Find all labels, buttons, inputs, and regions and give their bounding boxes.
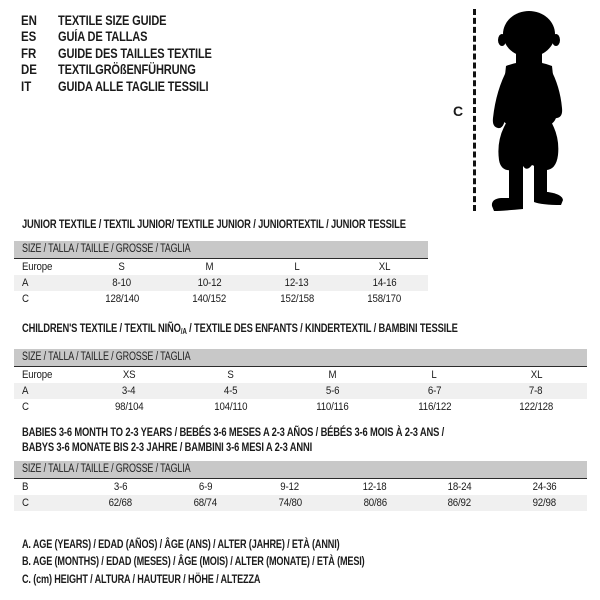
size-table [14, 241, 428, 307]
language-title: GUIDA ALLE TAGLIE TESSILI [58, 78, 209, 94]
table-cell-text: L [431, 368, 437, 381]
size-header-text: SIZE / TALLA / TAILLE / GRÖSSE / TAGLIA [22, 350, 191, 363]
table-cell-text: 14-16 [372, 276, 397, 289]
row-label-text: A [22, 276, 29, 289]
table-cell [417, 479, 502, 495]
legend-line-text: B. AGE (MONTHS) / EDAD (MESES) / ÂGE (MOIS) / ALTER (MONATE) / ETÀ (MESI) [22, 554, 365, 569]
table-cell-text: 10-12 [197, 276, 222, 289]
table-cell-text: 92/98 [532, 497, 557, 509]
row-label-text: C [22, 497, 29, 509]
table-title [22, 321, 587, 340]
table-cell [248, 479, 333, 495]
table-cell-text: XL [530, 368, 542, 381]
table-cell [485, 367, 587, 383]
measure-legend [22, 536, 473, 588]
table-cell [78, 495, 163, 511]
table-cell [180, 399, 282, 415]
children-textile-section [14, 321, 587, 415]
table-cell-text: 7-8 [529, 384, 543, 397]
table-cell-text: 5-6 [325, 384, 340, 397]
table-title-segment: BABIES 3-6 MONTH TO 2-3 YEARS / BEBÉS 3-6 MESES A 2-3 AÑOS / BÉBÉS 3-6 MOIS À 2-3 ANS / [22, 425, 445, 439]
size-header-text: SIZE / TALLA / TAILLE / GRÖSSE / TAGLIA [22, 242, 191, 255]
table-cell [180, 383, 282, 399]
table-title-subscript: /A [180, 327, 187, 336]
table-cell-text: 128/140 [104, 292, 139, 305]
table-title-text [22, 425, 444, 440]
legend-line [22, 536, 473, 553]
table-row [14, 275, 428, 291]
table-cell [282, 399, 384, 415]
table-cell [282, 383, 384, 399]
table-cell-text: XL [378, 260, 390, 273]
language-title: GUIDE DES TAILLES TEXTILE [58, 45, 212, 61]
table-cell-text: 98/104 [114, 400, 144, 413]
language-row [21, 79, 246, 95]
table-cell-text: 3-4 [122, 384, 136, 397]
table-cell [78, 367, 180, 383]
table-cell-text: 9-12 [280, 481, 300, 493]
table-cell [332, 495, 417, 511]
language-code: DE [21, 62, 37, 78]
size-table [14, 461, 587, 511]
size-table [14, 349, 587, 415]
table-title [22, 440, 587, 455]
row-label-text: Europe [22, 368, 53, 381]
table-cell [78, 275, 166, 291]
table-title-segment: JUNIOR TEXTILE / TEXTIL JUNIOR/ TEXTILE JUNIOR / JUNIORTEXTIL / JUNIOR TESSILE [22, 217, 406, 231]
legend-line-text: C. (cm) HEIGHT / ALTURA / HAUTEUR / HÖHE / ALTEZZA [22, 571, 261, 586]
language-code: FR [21, 45, 37, 61]
language-code: EN [21, 13, 37, 28]
row-label-text: C [22, 292, 29, 305]
table-cell-text: 86/92 [448, 497, 472, 509]
table-cell-text: 122/128 [519, 400, 553, 413]
table-cell [163, 479, 248, 495]
size-header-bar [14, 461, 587, 479]
table-cell-text: 110/116 [316, 400, 349, 413]
table-cell-text: 6-9 [198, 481, 212, 493]
row-label [14, 367, 78, 383]
table-cell [163, 495, 248, 511]
row-label [14, 399, 78, 415]
table-cell-text: 12-18 [362, 481, 387, 493]
table-cell [383, 383, 485, 399]
table-cell-text: 104/110 [214, 400, 248, 413]
table-title-segment: / TEXTILE DES ENFANTS / KINDERTEXTIL / BAMBINI TESSILE [186, 321, 458, 335]
row-label-text: Europe [22, 260, 53, 273]
table-cell-text: 24-36 [532, 481, 557, 493]
junior-textile-section [14, 217, 428, 307]
table-cell [78, 291, 166, 307]
table-row [14, 479, 587, 495]
size-header-bar [14, 349, 587, 367]
table-cell [282, 367, 384, 383]
table-row [14, 383, 587, 399]
table-row [14, 291, 428, 307]
row-label [14, 291, 78, 307]
row-label-text: B [22, 481, 29, 493]
table-cell [341, 291, 429, 307]
language-title: GUÍA DE TALLAS [58, 29, 148, 45]
legend-line [22, 571, 473, 588]
table-cell [166, 291, 254, 307]
table-cell-text: 6-7 [427, 384, 442, 397]
table-cell [502, 479, 587, 495]
table-cell-text: 4-5 [223, 384, 238, 397]
table-cell [383, 367, 485, 383]
legend-line-text: A. AGE (YEARS) / EDAD (AÑOS) / ÂGE (ANS) / ALTER (JAHRE) / ETÀ (ANNI) [22, 537, 340, 551]
table-title-text [22, 217, 406, 232]
size-header-bar [14, 241, 428, 259]
table-row [14, 367, 587, 383]
table-row [14, 495, 587, 511]
table-cell-text: 158/170 [367, 292, 402, 305]
row-label [14, 259, 78, 275]
table-cell [253, 259, 341, 275]
table-cell-text: 152/158 [279, 292, 314, 305]
table-title-segment: BABYS 3-6 MONATE BIS 2-3 JAHRE / BAMBINI 3-6 MESI A 2-3 ANNI [22, 439, 313, 454]
table-cell [166, 259, 254, 275]
height-measure-dashed-line [473, 9, 476, 211]
height-measure-label: C [453, 103, 464, 119]
language-code: IT [21, 78, 32, 94]
table-row [14, 399, 587, 415]
table-cell [78, 399, 180, 415]
table-cell-text: M [328, 368, 337, 381]
table-cell-text: 18-24 [447, 481, 472, 493]
table-cell-text: 8-10 [112, 276, 132, 289]
table-cell [485, 383, 587, 399]
table-cell-text: 140/152 [192, 292, 227, 305]
table-title-text [22, 321, 458, 340]
row-label-text: A [22, 384, 29, 397]
row-label-text: C [22, 400, 29, 413]
language-row [21, 13, 246, 29]
table-cell-text: S [118, 260, 125, 273]
table-cell [78, 383, 180, 399]
table-cell [253, 291, 341, 307]
table-cell [166, 275, 254, 291]
language-title: TEXTILE SIZE GUIDE [58, 13, 167, 28]
table-title-text [22, 440, 312, 455]
table-title [22, 217, 428, 232]
language-list [21, 13, 246, 95]
table-title-segment: CHILDREN'S TEXTILE / TEXTIL NIÑO [22, 321, 181, 335]
table-cell-text: 3-6 [113, 481, 128, 493]
legend-line [22, 553, 473, 570]
language-row [21, 29, 246, 45]
table-title [22, 425, 587, 440]
babies-textile-section [14, 425, 587, 511]
table-cell-text: S [227, 368, 234, 381]
table-cell-text: 80/86 [363, 497, 387, 509]
toddler-silhouette-icon [484, 10, 574, 212]
table-cell [248, 495, 333, 511]
table-cell-text: 74/80 [278, 497, 302, 509]
table-row [14, 259, 428, 275]
table-cell [78, 479, 163, 495]
table-cell [383, 399, 485, 415]
table-cell [417, 495, 502, 511]
table-cell [485, 399, 587, 415]
table-cell-text: M [205, 260, 214, 273]
table-cell-text: 116/122 [417, 400, 451, 413]
language-title: TEXTILGRÖßENFÜHRUNG [58, 62, 196, 78]
table-cell-text: 68/74 [193, 497, 217, 509]
table-cell-text: L [294, 260, 300, 273]
language-row [21, 62, 246, 78]
table-cell [78, 259, 166, 275]
table-cell-text: 62/68 [108, 497, 133, 509]
size-header-text: SIZE / TALLA / TAILLE / GRÖSSE / TAGLIA [22, 463, 191, 475]
language-code: ES [21, 29, 37, 45]
table-cell-text: XS [122, 368, 136, 381]
table-cell-text: 12-13 [284, 276, 309, 289]
table-cell [180, 367, 282, 383]
table-cell [502, 495, 587, 511]
language-row [21, 46, 246, 62]
row-label [14, 383, 78, 399]
table-cell [341, 275, 429, 291]
row-label [14, 495, 78, 511]
table-cell [253, 275, 341, 291]
row-label [14, 479, 78, 495]
table-cell [332, 479, 417, 495]
table-cell [341, 259, 429, 275]
row-label [14, 275, 78, 291]
